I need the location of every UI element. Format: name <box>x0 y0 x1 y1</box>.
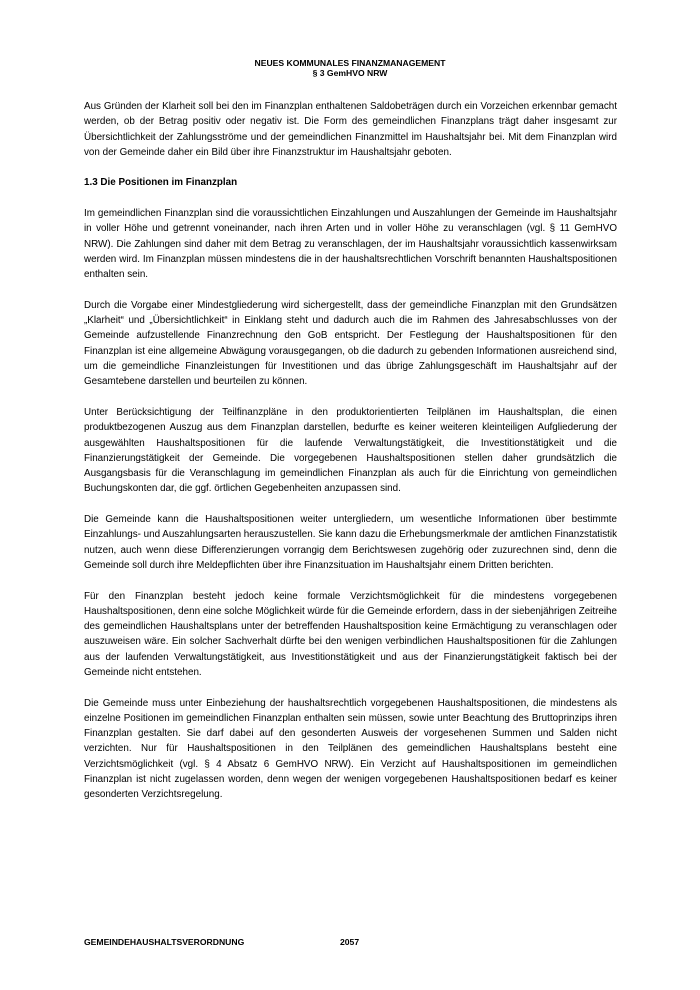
body-paragraph: Im gemeindlichen Finanzplan sind die voraussichtlichen Einzahlungen und Auszahlungen der Gemeinde im Haushaltsjahr in voller Höhe und getrennt voneinander, nach ihren Arten und in voller Höhe zu veranschlagen (vgl. § 11 GemHVO NRW). Die Zahlungen sind daher mit dem Betrag zu veranschlagen, der im Haushaltsjahr voraussichtlich kassenwirksam werden wird. Im Finanzplan müssen mindestens die in der haushaltsrechtlichen Vorschrift benannten Haushaltspositionen enthalten sein. <box>84 208 617 281</box>
page-header <box>0 58 700 78</box>
footer-title: GEMEINDEHAUSHALTSVERORDNUNG <box>84 937 245 947</box>
intro-paragraph: Aus Gründen der Klarheit soll bei den im Finanzplan enthaltenen Saldobeträgen durch ein Vorzeichen erkennbar gemacht werden, ob der Betrag positiv oder negativ ist. Die Form des gemeindlichen Finanzplans trägt daher insgesamt zur Übersichtlichkeit der Zahlungsströme und der gemeindlichen Finanzmittel im Haushaltsjahr bei. Mit dem Finanzplan wird von der Gemeinde daher ein Bild über ihre Finanzstruktur im Haushaltsjahr geboten. <box>84 101 617 158</box>
header-title: NEUES KOMMUNALES FINANZMANAGEMENT <box>254 58 446 68</box>
body-paragraph: Unter Berücksichtigung der Teilfinanzpläne in den produktorientierten Teilplänen im Haushaltsplan, die einen produktbezogenen Auszug aus dem Finanzplan darstellen, bedurfte es keiner weiteren kleinteiligen Aufgliederung der ausgewählten Haushaltspositionen für die laufende Verwaltungstätigkeit, die Investitionstätigkeit und die Finanzierungstätigkeit der Gemeinde. Die vorgegebenen Haushaltspositionen stellen daher grundsätzlich die Ausgangsbasis für die Veranschlagung im gemeindlichen Finanzplan als auch für die Einrichtung von gemeindlichen Buchungskonten dar, die ggf. örtlichen Gegebenheiten anzupassen sind. <box>84 406 617 495</box>
page-number: 2057 <box>340 937 360 947</box>
body-paragraph: Die Gemeinde kann die Haushaltspositionen weiter untergliedern, um wesentliche Informationen über bestimmte Einzahlungs- und Auszahlungsarten herauszustellen. Sie kann dazu die Erhebungsmerkmale der amtlichen Finanzstatistik nutzen, auch wenn diese Differenzierungen vorrangig dem Berichtswesen zugehörig oder zuzurechnen sind, denn die Gemeinde soll durch ihre Meldepflichten über ihre Finanzsituation im Haushaltsjahr einem Dritten berichten. <box>84 514 617 571</box>
section-heading: 1.3 Die Positionen im Finanzplan <box>84 177 238 189</box>
body-paragraph: Für den Finanzplan besteht jedoch keine formale Verzichtsmöglichkeit für die mindestens vorgegebenen Haushaltspositionen, denn eine solche Möglichkeit würde für die Gemeinde erfordern, dass in der siebenjährigen Zeitreihe des gemeindlichen Haushaltsplans unter der betreffenden Haushaltsposition keine Ermächtigung zu veranschlagen oder auszuweisen wäre. Ein solcher Sachverhalt dürfte bei den wenigen verbindlichen Haushaltspositionen für die Zahlungen aus der laufenden Verwaltungstätigkeit, aus Investitionstätigkeit und aus der Finanzierungstätigkeit faktisch bei der Gemeinde nicht entstehen. <box>84 590 617 678</box>
document-body <box>84 99 617 818</box>
header-subtitle: § 3 GemHVO NRW <box>312 68 388 78</box>
body-paragraph: Die Gemeinde muss unter Einbeziehung der haushaltsrechtlich vorgegebenen Haushaltspositionen, die mindestens als einzelne Positionen im gemeindlichen Finanzplan enthalten sein müssen, sowie unter Beachtung des Bruttoprinzips ihren Finanzplan gestalten. Sie darf dabei auf den gesonderten Ausweis der vorgesehenen Summen und Salden nicht verzichten. Nur für Haushaltspositionen in den Teilplänen des gemeindlichen Haushaltsplans besteht eine Verzichtsmöglichkeit (vgl. § 4 Absatz 6 GemHVO NRW). Ein Verzicht auf Haushaltspositionen im gemeindlichen Finanzplan ist nicht zugelassen worden, denn wegen der wenigen vorgegebenen Haushaltspositionen bedarf es keiner gesonderten Verzichtsregelung. <box>84 697 617 801</box>
body-paragraph: Durch die Vorgabe einer Mindestgliederung wird sichergestellt, dass der gemeindliche Finanzplan mit den Grundsätzen „Klarheit“ und „Übersichtlichkeit“ in Einklang steht und dadurch auch die im Rahmen des Jahresabschlusses von der Gemeinde aufzustellende Finanzrechnung den GoB entspricht. Der Festlegung der Haushaltspositionen für den Finanzplan ist eine allgemeine Abwägung vorausgegangen, ob die dadurch zu gebenden Informationen ausreichend sind, um die gemeindliche Finanzleistungen für Investitionen und das übrige Zahlungsgeschäft im Haushaltsjahr auf der Gesamtebene darstellen und beurteilen zu können. <box>84 299 617 388</box>
